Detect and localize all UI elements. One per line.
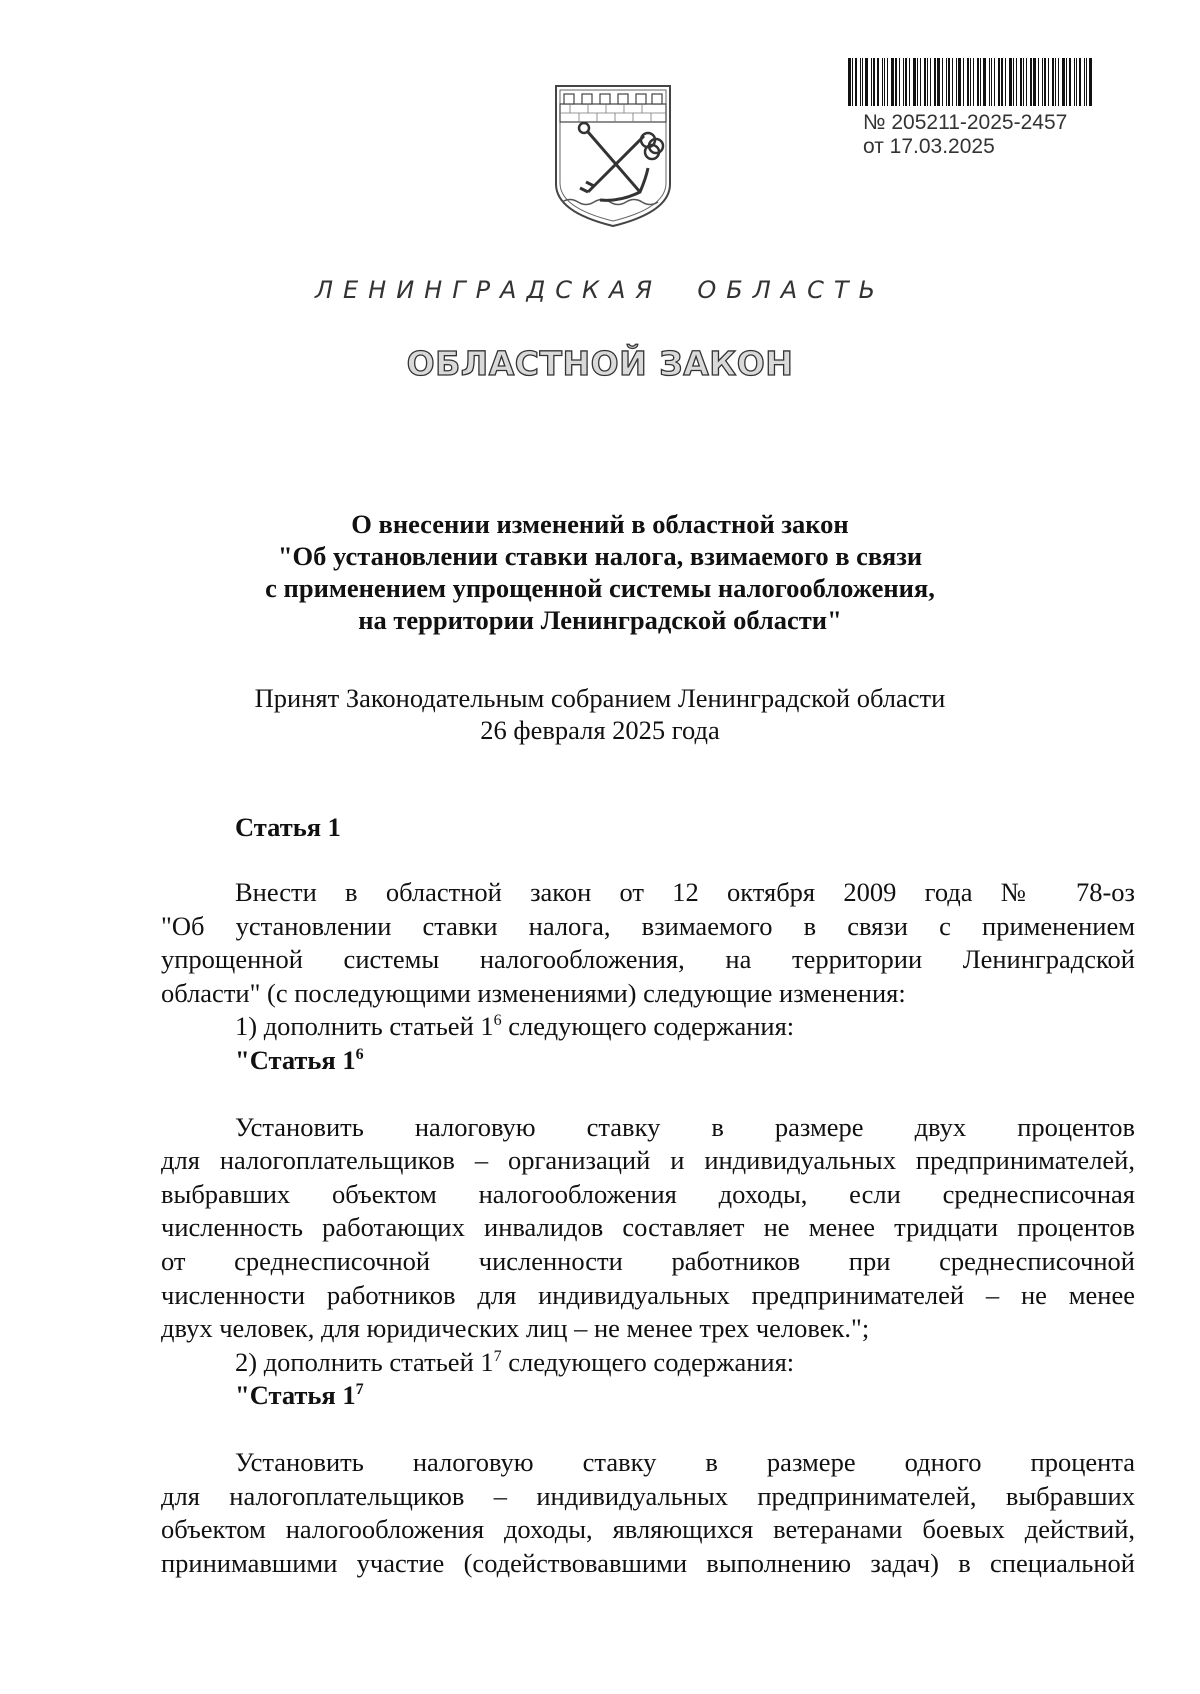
barcode-bar — [1074, 58, 1075, 106]
paragraph-line: упрощенной системы налогообложения, на территории Ленинградской — [161, 944, 1135, 975]
barcode-bar — [1052, 58, 1054, 106]
barcode-bar — [865, 58, 868, 106]
paragraph-line: Установить налоговую ставку в размере одного процента — [235, 1446, 1135, 1477]
barcode-bar — [1038, 58, 1039, 106]
paragraph-line: Внести в областной закон от 12 октября 2009 года № 78-оз — [235, 877, 1135, 907]
article-17-heading — [161, 1379, 1135, 1413]
barcode-bar — [1058, 58, 1059, 106]
paragraph-line: принимавшими участие (содействовавшими выполнению задач) в специальной — [161, 1547, 1135, 1578]
item-text: следующего содержания: — [501, 1346, 795, 1377]
paragraph-line: выбравших объектом налогообложения доходы, если среднесписочная — [161, 1178, 1135, 1209]
barcode-bar — [884, 58, 885, 106]
barcode-bar — [882, 58, 883, 106]
barcode-bar — [1076, 58, 1077, 106]
barcode-bar — [920, 58, 921, 106]
barcode-bar — [891, 58, 894, 106]
barcode-bar — [1033, 58, 1036, 106]
barcode-bar — [924, 58, 926, 106]
barcode-bar — [930, 58, 931, 106]
document-barcode — [848, 58, 1098, 106]
item-text: 1) дополнить статьей 1 — [235, 1011, 494, 1042]
barcode-bar — [873, 58, 875, 106]
barcode-bar — [1069, 58, 1071, 106]
barcode-bar — [905, 58, 907, 106]
paragraph-line: объектом налогообложения доходы, являющихся ветеранами боевых действий, — [161, 1514, 1135, 1545]
barcode-bar — [848, 58, 851, 106]
paragraph-line: численности работников для индивидуальных предпринимателей – не менее — [161, 1279, 1135, 1310]
barcode-bar — [937, 58, 940, 106]
barcode-bar — [934, 58, 936, 106]
barcode-bar — [958, 58, 961, 106]
paragraph-line: двух человек, для юридических лиц – не менее трех человек."; — [161, 1313, 870, 1344]
article-16-heading — [161, 1044, 1135, 1078]
barcode-bar — [903, 58, 904, 106]
item-text: следующего содержания: — [501, 1011, 795, 1042]
barcode-bar — [1062, 58, 1065, 106]
barcode-bar — [991, 58, 992, 106]
barcode-bar — [956, 58, 957, 106]
barcode-bar — [1001, 58, 1003, 106]
barcode-bar — [852, 58, 853, 106]
barcode-bar — [983, 58, 986, 106]
barcode-bar — [973, 58, 974, 106]
barcode-bar — [994, 58, 995, 106]
barcode-bar — [899, 58, 900, 106]
barcode-bar — [1079, 58, 1081, 106]
document-registration-number: № 205211-2025-2457 — [863, 111, 1068, 134]
barcode-bar — [1042, 58, 1043, 106]
barcode-bar — [977, 58, 979, 106]
paragraph-line: "Об установлении ставки налога, взимаемого в связи с применением — [161, 910, 1135, 941]
barcode-bar — [913, 58, 916, 106]
barcode-bar — [1009, 58, 1012, 106]
barcode-bar — [1086, 58, 1087, 106]
law-title — [150, 508, 1050, 636]
item-superscript: 7 — [493, 1347, 502, 1365]
paragraph-line: для налогоплательщиков – организаций и индивидуальных предпринимателей, — [161, 1145, 1135, 1176]
heading-superscript: 6 — [355, 1046, 364, 1064]
item-text: 2) дополнить статьей 1 — [235, 1346, 494, 1377]
law-title-line: "Об установлении ставки налога, взимаемого в связи — [277, 541, 923, 571]
law-title-line: на территории Ленинградской области" — [358, 605, 842, 635]
barcode-bar — [877, 58, 879, 106]
barcode-bar — [1084, 58, 1085, 106]
barcode-bar — [1016, 58, 1017, 106]
barcode-bar — [1055, 58, 1056, 106]
amendment-item-2 — [161, 1346, 1135, 1380]
heading-superscript: 7 — [355, 1381, 364, 1399]
barcode-bar — [952, 58, 953, 106]
barcode-bar — [980, 58, 981, 106]
article-1-heading: Статья 1 — [235, 812, 341, 842]
barcode-bar — [1030, 58, 1032, 106]
adoption-line: Принят Законодательным собранием Ленинградской области — [254, 683, 946, 713]
item-superscript: 6 — [493, 1012, 502, 1030]
barcode-bar — [1089, 58, 1092, 106]
heading-text: "Статья 1 — [235, 1044, 356, 1075]
paragraph-line: Установить налоговую ставку в размере двух процентов — [235, 1111, 1135, 1142]
paragraph-line: от среднесписочной численности работников при среднесписочной — [161, 1245, 1135, 1276]
barcode-bar — [917, 58, 918, 106]
amendment-item-1 — [161, 1010, 1135, 1044]
adoption-note — [150, 682, 1050, 746]
barcode-bar — [1005, 58, 1006, 106]
barcode-bar — [855, 58, 857, 106]
law-type-heading: ОБЛАСТНОЙ ЗАКОН — [406, 344, 794, 383]
law-title-line: О внесении изменений в областной закон — [351, 509, 849, 539]
document-registration-date: от 17.03.2025 — [863, 135, 995, 158]
barcode-bar — [998, 58, 1000, 106]
adoption-date: 26 февраля 2025 года — [480, 715, 720, 745]
law-title-line: с применением упрощенной системы налогообложения, — [265, 573, 935, 603]
barcode-bar — [1044, 58, 1046, 106]
barcode-bar — [895, 58, 897, 106]
barcode-bar — [1066, 58, 1067, 106]
paragraph-line: численность работающих инвалидов составляет не менее тридцати процентов — [161, 1212, 1135, 1243]
barcode-bar — [871, 58, 872, 106]
barcode-bar — [927, 58, 928, 106]
barcode-bar — [1023, 58, 1024, 106]
barcode-bar — [970, 58, 971, 106]
barcode-bar — [967, 58, 969, 106]
heading-text: "Статья 1 — [235, 1380, 356, 1411]
coat-of-arms-emblem — [548, 80, 678, 230]
barcode-bar — [909, 58, 910, 106]
paragraph-line: для налогоплательщиков – индивидуальных предпринимателей, выбравших — [161, 1480, 1135, 1511]
article-1-body — [161, 876, 1135, 1580]
barcode-bar — [887, 58, 888, 106]
barcode-bar — [946, 58, 947, 106]
barcode-bar — [963, 58, 964, 106]
barcode-bar — [989, 58, 990, 106]
barcode-bar — [862, 58, 863, 106]
barcode-bar — [1048, 58, 1049, 106]
region-title: ЛЕНИНГРАДСКАЯ ОБЛАСТЬ — [314, 276, 886, 304]
barcode-bar — [860, 58, 861, 106]
paragraph-line: области" (с последующими изменениями) следующие изменения: — [161, 977, 906, 1008]
barcode-bar — [1013, 58, 1014, 106]
barcode-bar — [1020, 58, 1022, 106]
barcode-bar — [948, 58, 950, 106]
barcode-bar — [942, 58, 943, 106]
barcode-bar — [1026, 58, 1027, 106]
